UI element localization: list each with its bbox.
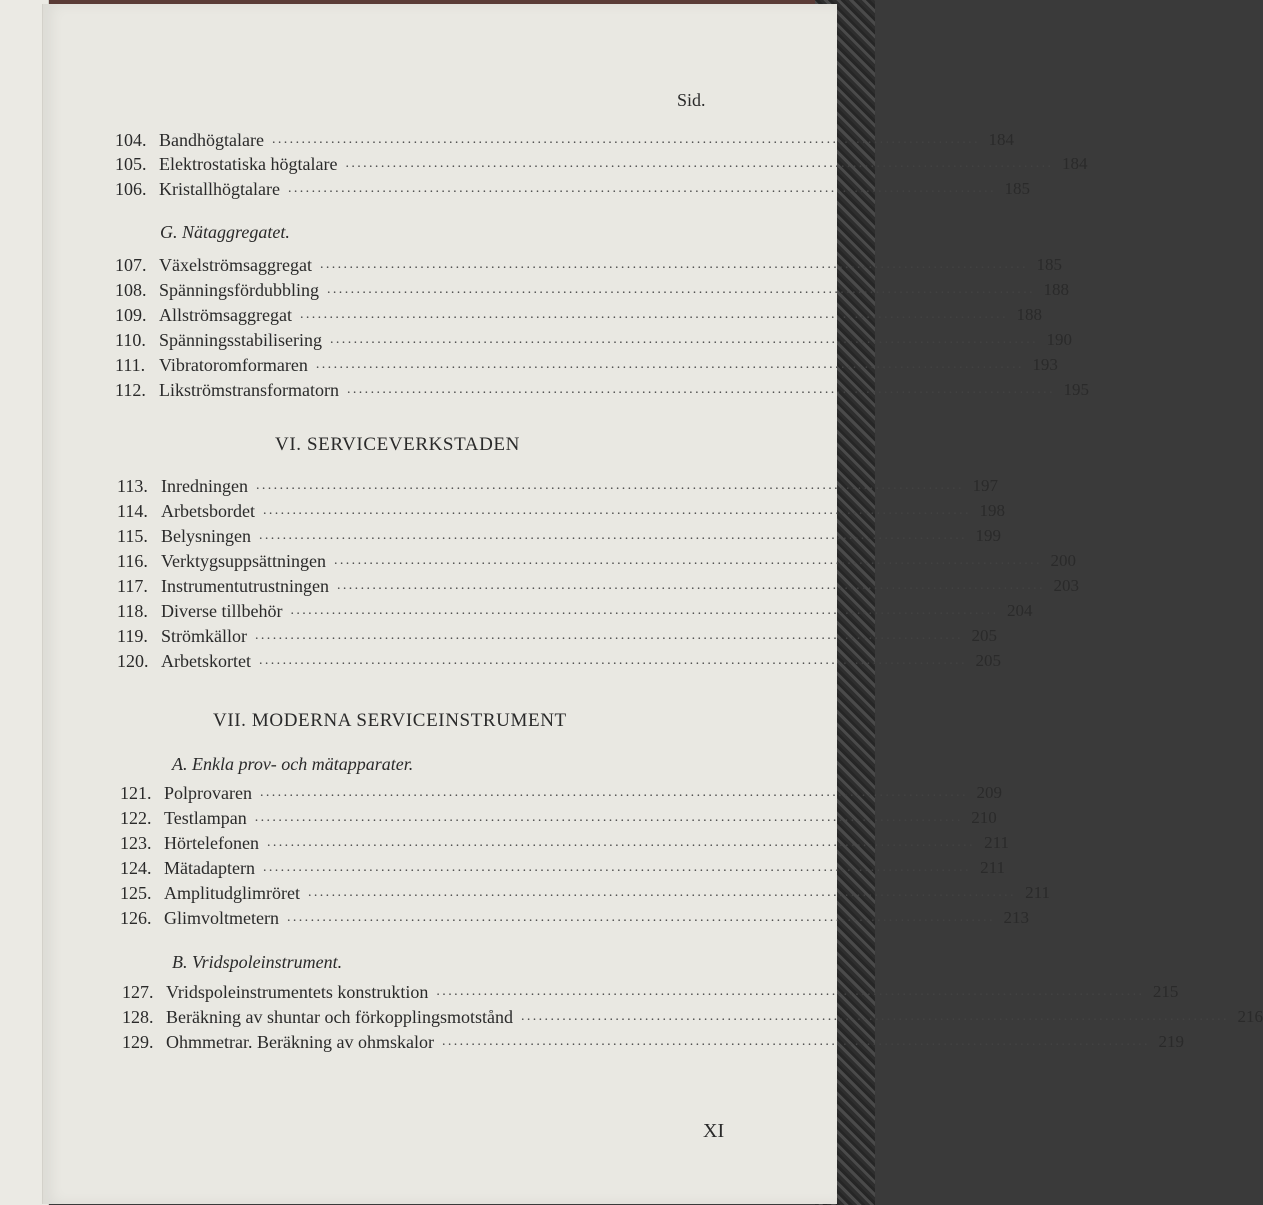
dot-leader: ........................................................................................................................ <box>336 578 1045 593</box>
toc-entry <box>115 379 1089 401</box>
entry-title: Hörtelefonen <box>164 833 259 853</box>
dot-leader: ........................................................................................................................ <box>255 478 964 493</box>
entry-page: 211 <box>980 858 1005 877</box>
entry-title: Testlampan <box>164 808 247 828</box>
entry-number: 111. <box>115 355 146 375</box>
entry-number: 104. <box>115 130 147 150</box>
entry-page: 213 <box>1003 908 1029 927</box>
toc-entry <box>120 782 1002 804</box>
section-heading: VII. MODERNA SERVICEINSTRUMENT <box>213 710 567 731</box>
entry-number: 125. <box>120 883 152 903</box>
entry-number: 109. <box>115 305 147 325</box>
toc-entry <box>115 279 1069 301</box>
dot-leader: ........................................................................................................................ <box>266 835 975 850</box>
toc-entry <box>117 625 997 647</box>
entry-page: 216 <box>1237 1007 1263 1026</box>
toc-entry <box>117 650 1001 672</box>
entry-page: 184 <box>988 130 1014 149</box>
entry-page: 190 <box>1046 330 1072 349</box>
entry-number: 129. <box>122 1032 154 1052</box>
entry-title: Växelströmsaggregat <box>159 255 312 275</box>
toc-entry <box>117 600 1033 622</box>
dot-leader: ........................................................................................................................ <box>307 885 1016 900</box>
entry-number: 120. <box>117 651 149 671</box>
entry-page: 199 <box>975 526 1001 545</box>
entry-page: 185 <box>1004 179 1030 198</box>
toc-entry <box>122 981 1179 1003</box>
entry-title: Beräkning av shuntar och förkopplingsmotstånd <box>166 1007 513 1027</box>
toc-entry <box>115 254 1062 276</box>
dot-leader: ........................................................................................................................ <box>315 357 1024 372</box>
entry-page: 185 <box>1036 255 1062 274</box>
entry-number: 128. <box>122 1007 154 1027</box>
entry-title: Kristallhögtalare <box>159 179 280 199</box>
dot-leader: ........................................................................................................................ <box>333 553 1042 568</box>
page-number: XI <box>703 1120 725 1142</box>
entry-page: 219 <box>1158 1032 1184 1051</box>
dot-leader: ........................................................................................................................ <box>262 860 971 875</box>
entry-title: Likströmstransformatorn <box>159 380 339 400</box>
entry-title: Spänningsstabilisering <box>159 330 322 350</box>
toc-entry <box>115 129 1014 151</box>
toc-entry <box>120 807 997 829</box>
dot-leader: ........................................................................................................................ <box>441 1034 1150 1049</box>
dot-leader: ........................................................................................................................ <box>290 603 999 618</box>
toc-entry <box>120 832 1009 854</box>
toc-entry <box>120 882 1050 904</box>
dot-leader: ........................................................................................................................ <box>286 910 995 925</box>
dot-leader: ........................................................................................................................ <box>271 132 980 147</box>
entry-title: Elektrostatiska högtalare <box>159 154 338 174</box>
entry-page: 203 <box>1053 576 1079 595</box>
entry-page: 200 <box>1050 551 1076 570</box>
entry-number: 123. <box>120 833 152 853</box>
toc-entry <box>115 304 1042 326</box>
toc-entry <box>122 1006 1263 1028</box>
entry-number: 113. <box>117 476 148 496</box>
entry-title: Arbetskortet <box>161 651 251 671</box>
entry-page: 193 <box>1032 355 1058 374</box>
toc-entry <box>115 329 1072 351</box>
entry-title: Vridspoleinstrumentets konstruktion <box>166 982 429 1002</box>
entry-title: Vibratoromformaren <box>159 355 308 375</box>
entry-number: 106. <box>115 179 147 199</box>
toc-entry <box>117 500 1005 522</box>
entry-title: Allströmsaggregat <box>159 305 292 325</box>
dot-leader: ........................................................................................................................ <box>436 984 1145 999</box>
entry-page: 215 <box>1152 982 1179 1001</box>
dot-leader: ........................................................................................................................ <box>254 810 963 825</box>
toc-entry <box>117 475 998 497</box>
entry-page: 198 <box>979 501 1005 520</box>
entry-title: Ohmmetrar. Beräkning av ohmskalor <box>166 1032 434 1052</box>
entry-title: Arbetsbordet <box>161 501 255 521</box>
entry-number: 116. <box>117 551 148 571</box>
entry-title: Spänningsfördubbling <box>159 280 319 300</box>
toc-entry <box>117 550 1076 572</box>
toc-entry <box>120 907 1029 929</box>
toc-entry <box>122 1031 1184 1053</box>
dot-leader: ........................................................................................................................ <box>319 257 1028 272</box>
toc-entry <box>117 525 1001 547</box>
section-heading: G. Nätaggregatet. <box>160 222 290 242</box>
entry-page: 204 <box>1006 601 1033 620</box>
entry-page: 211 <box>1025 883 1050 902</box>
entry-number: 115. <box>117 526 148 546</box>
subsection-heading: A. Enkla prov- och mätapparater. <box>172 754 414 774</box>
page-column-label: Sid. <box>677 90 706 110</box>
dot-leader: ........................................................................................................................ <box>259 528 967 543</box>
toc-entry <box>120 857 1005 879</box>
entry-title: Polprovaren <box>164 783 252 803</box>
entry-page: 184 <box>1061 154 1088 173</box>
dot-leader: ........................................................................................................................ <box>520 1009 1229 1024</box>
section-heading: VI. SERVICEVERKSTADEN <box>275 434 520 455</box>
dot-leader: ........................................................................................................................ <box>287 181 996 196</box>
entry-page: 209 <box>976 783 1002 802</box>
entry-number: 119. <box>117 626 148 646</box>
dot-leader: ........................................................................................................................ <box>255 628 963 643</box>
dot-leader: ........................................................................................................................ <box>259 785 968 800</box>
dot-leader: ........................................................................................................................ <box>327 282 1035 297</box>
entry-page: 205 <box>971 626 997 645</box>
entry-title: Strömkällor <box>161 626 247 646</box>
entry-title: Instrumentutrustningen <box>161 576 329 596</box>
entry-title: Inredningen <box>161 476 248 496</box>
dot-leader: ........................................................................................................................ <box>299 307 1008 322</box>
entry-number: 127. <box>122 982 154 1002</box>
entry-number: 124. <box>120 858 152 878</box>
entry-page: 211 <box>984 833 1009 852</box>
entry-number: 114. <box>117 501 148 521</box>
entry-title: Glimvoltmetern <box>164 908 279 928</box>
entry-page: 188 <box>1016 305 1042 324</box>
entry-number: 118. <box>117 601 148 621</box>
toc-entry <box>117 575 1079 597</box>
entry-page: 188 <box>1043 280 1069 299</box>
entry-number: 112. <box>115 380 146 400</box>
toc-entry <box>115 178 1030 200</box>
entry-title: Verktygsuppsättningen <box>161 551 326 571</box>
entry-number: 105. <box>115 154 147 174</box>
entry-page: 205 <box>975 651 1001 670</box>
entry-title: Amplitudglimröret <box>164 883 300 903</box>
dot-leader: ........................................................................................................................ <box>330 332 1038 347</box>
entry-page: 195 <box>1063 380 1089 399</box>
entry-title: Bandhögtalare <box>159 130 264 150</box>
dot-leader: ........................................................................................................................ <box>262 503 971 518</box>
dot-leader: ........................................................................................................................ <box>345 156 1054 171</box>
toc-entry <box>115 354 1058 376</box>
entry-title: Belysningen <box>161 526 251 546</box>
entry-page: 210 <box>971 808 997 827</box>
entry-number: 110. <box>115 330 146 350</box>
dot-leader: ........................................................................................................................ <box>258 653 967 668</box>
entry-number: 122. <box>120 808 152 828</box>
entry-title: Mätadaptern <box>164 858 255 878</box>
entry-number: 107. <box>115 255 147 275</box>
dot-leader: ........................................................................................................................ <box>346 382 1055 397</box>
entry-number: 117. <box>117 576 148 596</box>
entry-title: Diverse tillbehör <box>161 601 283 621</box>
entry-number: 108. <box>115 280 147 300</box>
entry-number: 121. <box>120 783 152 803</box>
entry-number: 126. <box>120 908 152 928</box>
entry-page: 197 <box>972 476 998 495</box>
section-heading: B. Vridspoleinstrument. <box>172 952 343 972</box>
toc-entry <box>115 153 1088 175</box>
